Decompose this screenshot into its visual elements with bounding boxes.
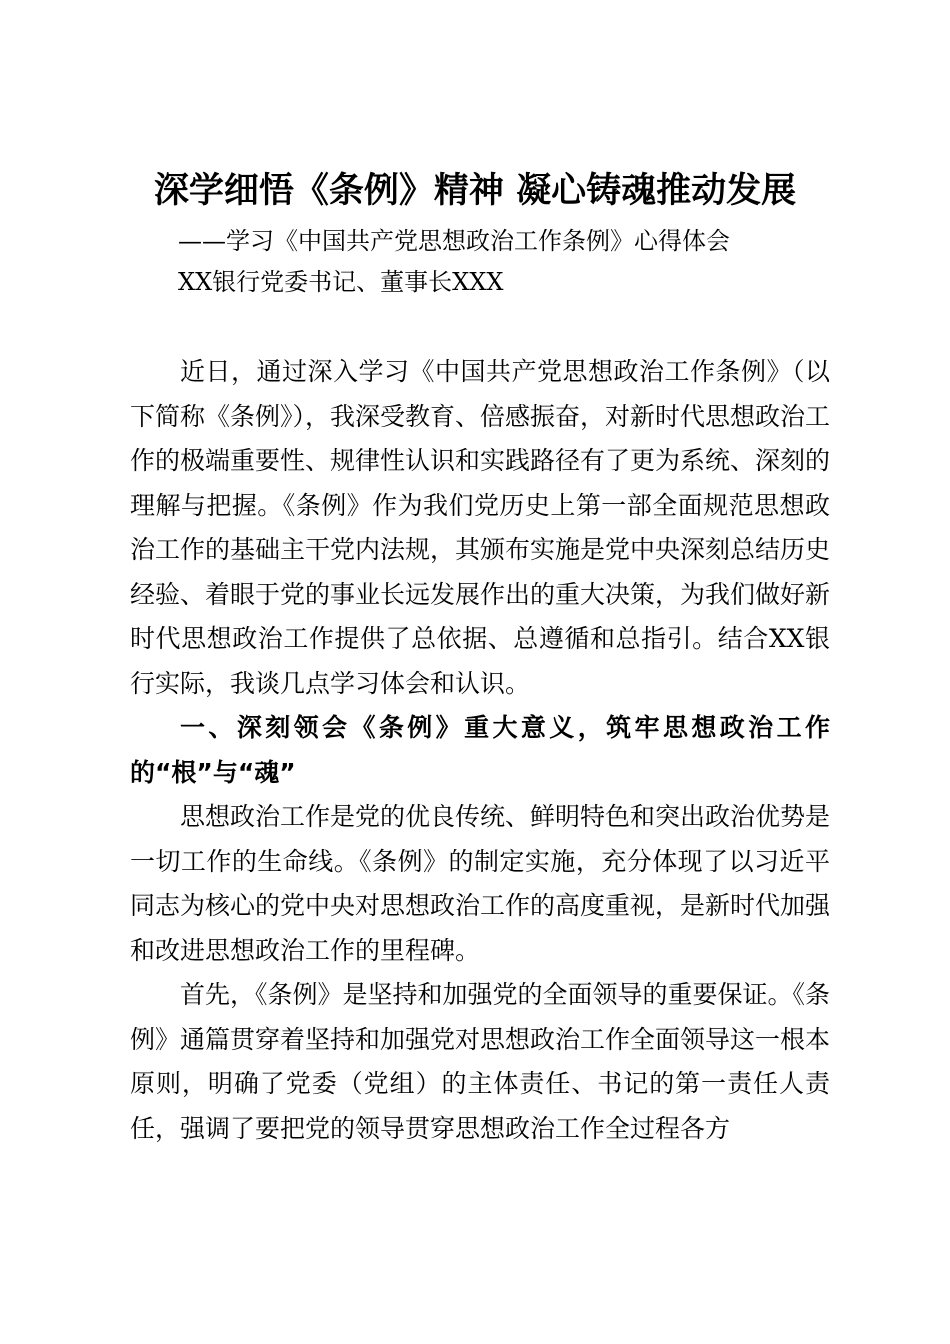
paragraph-section1-intro: 思想政治工作是党的优良传统、鲜明特色和突出政治优势是一切工作的生命线。《条例》的制定实施，充分体现了以习近平同志为核心的党中央对思想政治工作的高度重视，是新时代加强和改进思想政治工作的里程碑。: [130, 802, 831, 965]
paragraph-first-point: 首先，《条例》是坚持和加强党的全面领导的重要保证。《条例》通篇贯穿着坚持和加强党对思想政治工作全面领导这一根本原则，明确了党委（党组）的主体责任、书记的第一责任人责任，强调了要把党的领导贯穿思想政治工作全过程各方: [130, 980, 831, 1143]
document-body: [130, 350, 830, 1151]
document-title: 深学细悟《条例》精神 凝心铸魂推动发展: [153, 170, 797, 211]
section-heading-1: 一、深刻领会《条例》重大意义，筑牢思想政治工作的“根”与“魂”: [130, 713, 830, 787]
document-author: XX银行党委书记、董事长XXX: [178, 268, 504, 296]
paragraph-intro: 近日，通过深入学习《中国共产党思想政治工作条例》（以下简称《条例》），我深受教育、倍感振奋，对新时代思想政治工作的极端重要性、规律性认识和实践路径有了更为系统、深刻的理解与把握。《条例》作为我们党历史上第一部全面规范思想政治工作的基础主干党内法规，其颁布实施是党中央深刻总结历史经验、着眼于党的事业长远发展作出的重大决策，为我们做好新时代思想政治工作提供了总依据、总遵循和总指引。结合XX银行实际，我谈几点学习体会和认识。: [130, 357, 831, 698]
document-subtitle: ——学习《中国共产党思想政治工作条例》心得体会: [178, 227, 730, 255]
